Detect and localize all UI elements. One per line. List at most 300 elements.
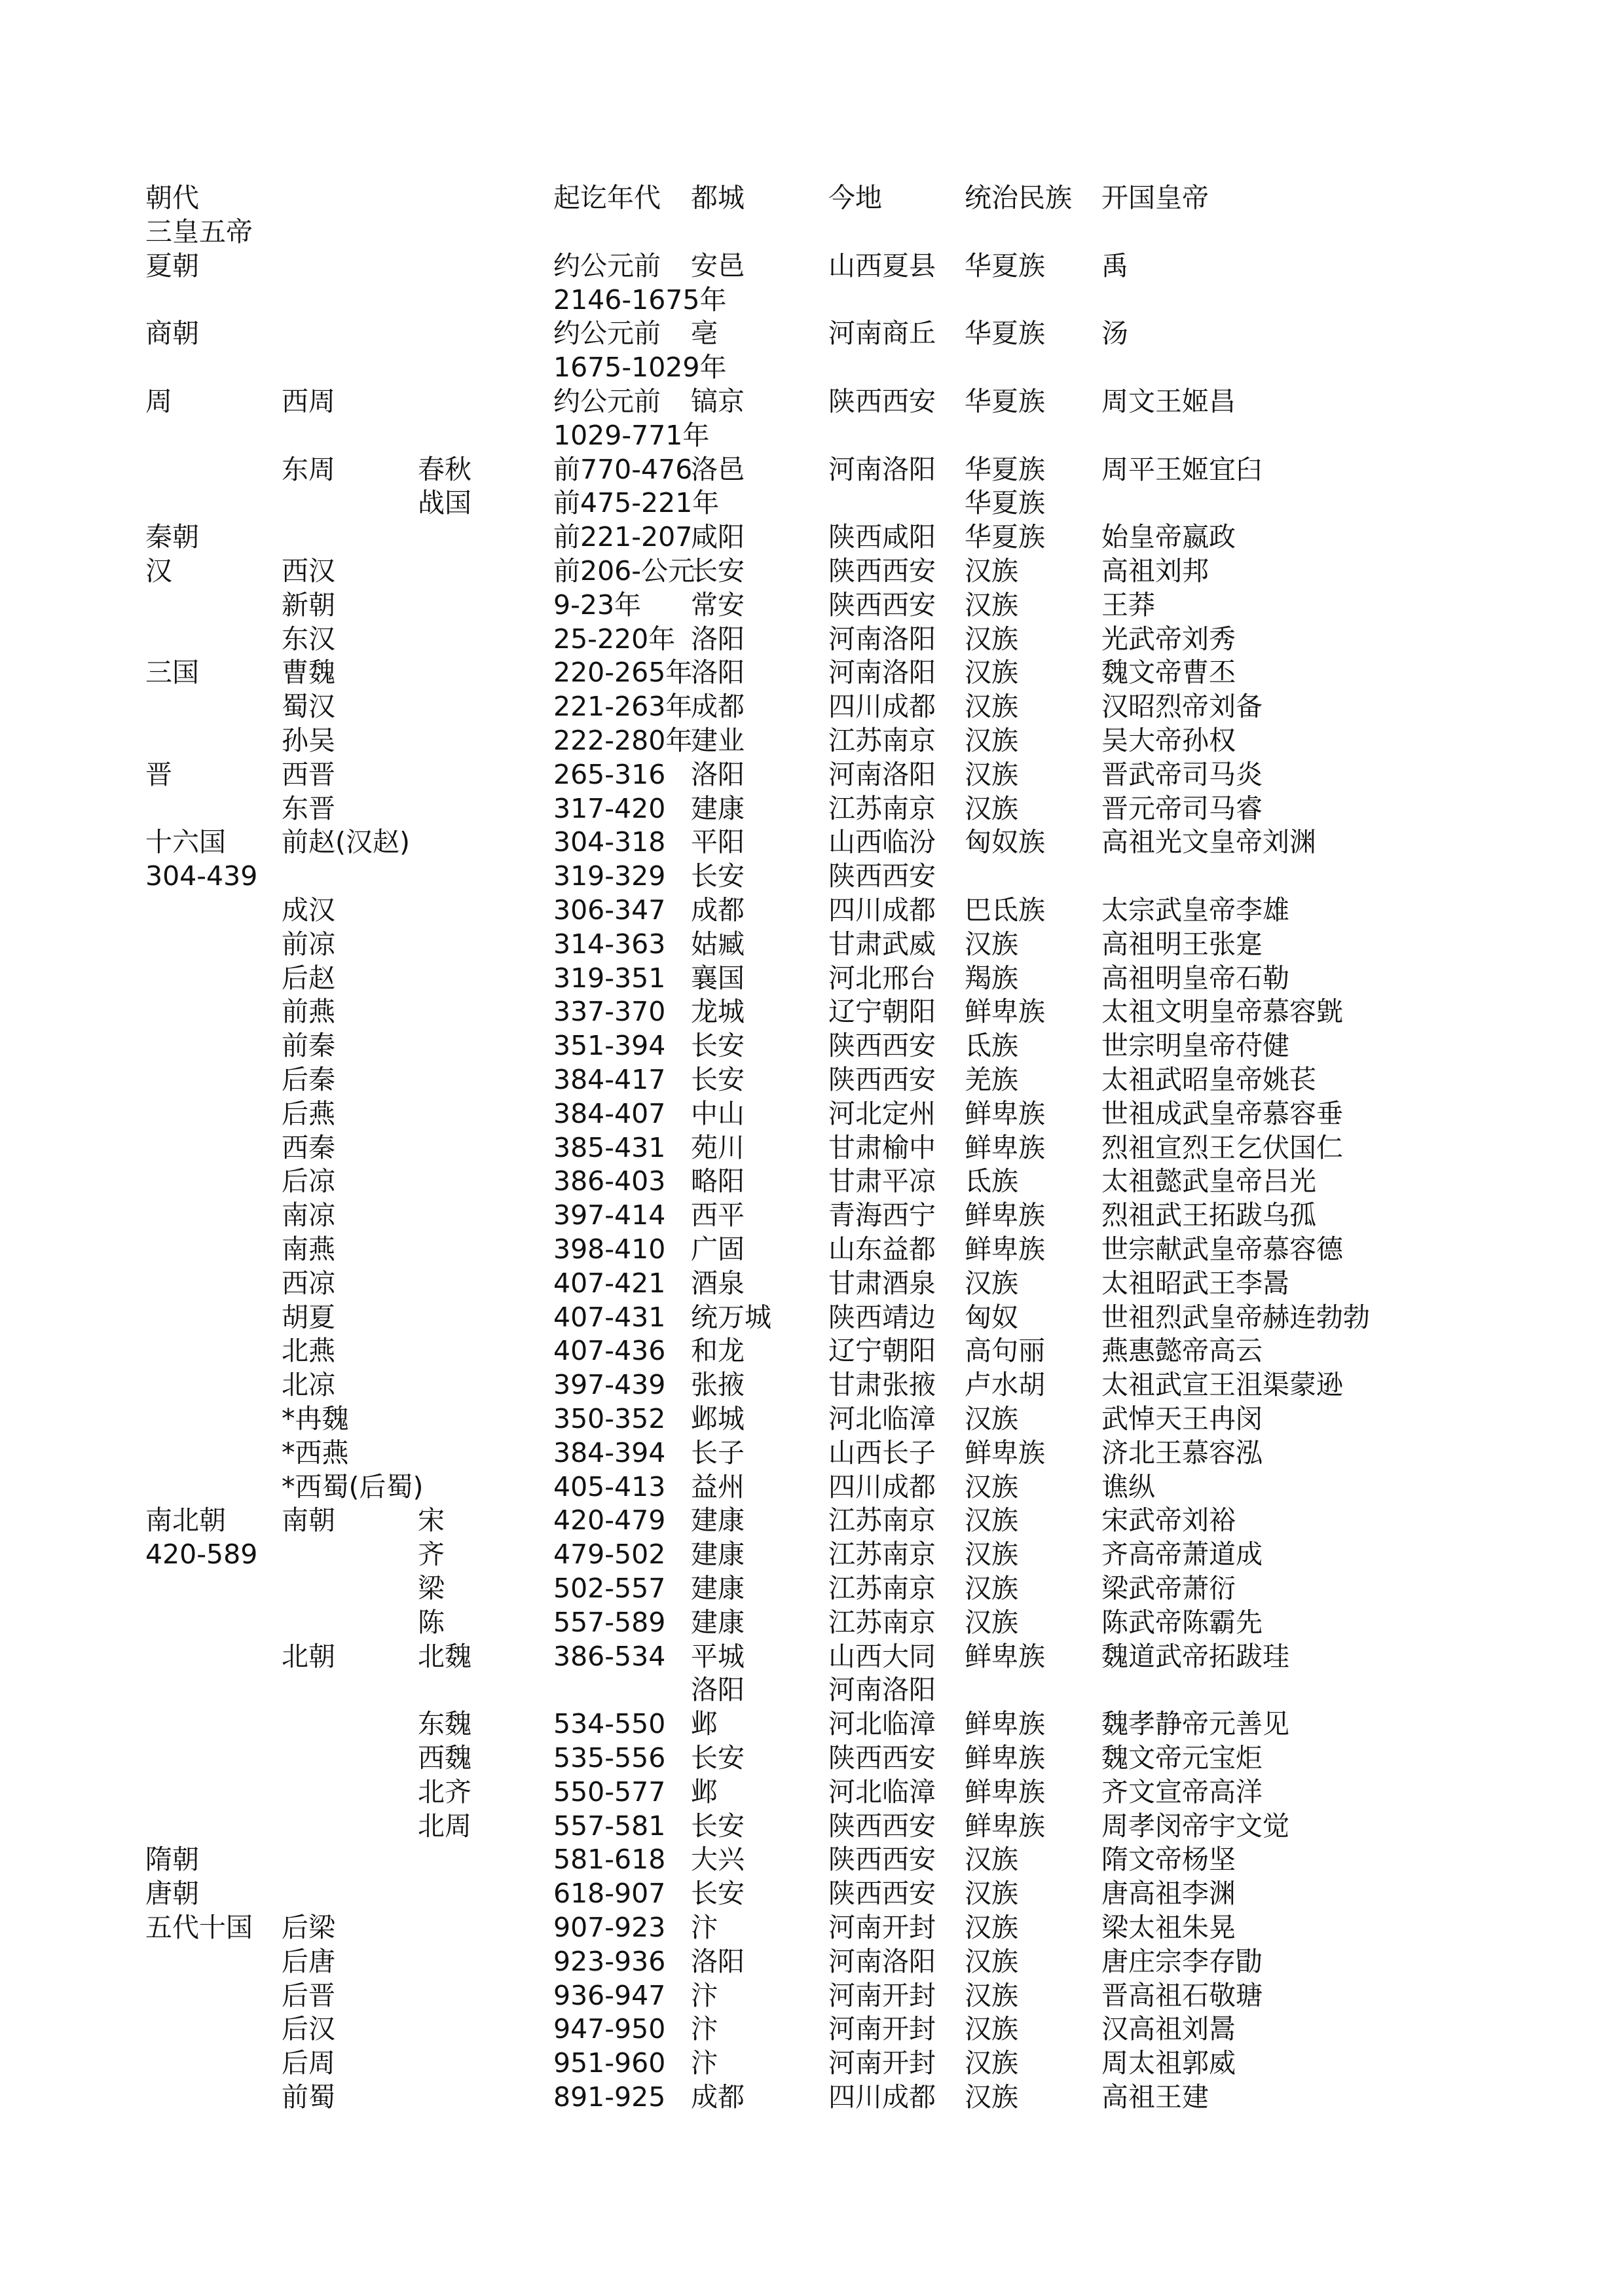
emperor-cell: 济北王慕容泓 [1101,1437,1263,1468]
capital-cell: 安邑 [691,250,745,282]
emperor-cell: 周文王姬昌 [1101,386,1236,417]
present-location-cell: 河南洛阳 [828,759,936,790]
table-row [0,1503,1624,1537]
table-row [0,2012,1624,2046]
emperor-cell: 始皇帝嬴政 [1101,521,1236,553]
dynasty-cell [145,1164,280,1198]
dynasty-cell [145,1673,280,1707]
ethnicity-cell: 鲜卑族 [965,1098,1045,1129]
years-cell: 557-589 [553,1607,666,1638]
emperor-cell [1101,283,1494,317]
years-cell: 25-220年 [553,623,676,655]
emperor-cell: 燕惠懿帝高云 [1101,1335,1263,1366]
sub-state-cell [418,1198,549,1232]
dynasty-cell [145,1436,280,1470]
table-row [0,316,1624,350]
emperor-cell: 烈祖宣烈王乞伏国仁 [1101,1132,1343,1163]
dynasty-cell [145,792,280,826]
present-location-cell: 河南洛阳 [828,1674,936,1705]
sub-state-cell: 梁 [418,1573,445,1604]
sub-state-cell [418,1029,549,1063]
capital-cell: 咸阳 [691,521,745,553]
dynasty-cell: 夏朝 [145,250,199,282]
dynasty-cell [145,1402,280,1436]
ethnicity-cell: 华夏族 [965,454,1045,485]
dynasty-cell [145,1334,280,1368]
sub-state-cell [418,1842,549,1876]
ethnicity-cell: 鲜卑族 [965,1199,1045,1231]
sub-state-cell [418,316,549,350]
years-cell: 386-534 [553,1641,666,1672]
present-location-cell: 江苏南京 [828,1573,936,1604]
ethnicity-cell: 匈奴族 [965,826,1045,858]
present-location-cell: 河南开封 [828,2013,936,2045]
emperor-cell: 谯纵 [1101,1471,1155,1503]
capital-cell: 张掖 [691,1369,745,1400]
sub-period-cell [282,283,416,317]
years-cell: 581-618 [553,1844,666,1875]
sub-state-cell [418,994,549,1029]
dynasty-cell: 五代十国 [145,1912,253,1943]
years-cell: 535-556 [553,1742,666,1774]
present-location-cell: 陕西西安 [828,860,936,892]
capital-cell: 建康 [691,793,745,824]
capital-cell: 洛阳 [691,1674,745,1705]
dynasty-cell [145,994,280,1029]
header-present-location: 今地 [828,182,882,213]
header-sub-period [282,181,416,215]
ethnicity-cell: 高句丽 [965,1335,1045,1366]
years-cell: 951-960 [553,2047,666,2079]
table-row [0,994,1624,1029]
table-row [0,825,1624,859]
capital-cell: 长安 [691,860,745,892]
table-row [0,859,1624,893]
years-cell: 220-265年 [553,657,693,688]
dynasty-cell [145,961,280,995]
ethnicity-cell: 汉族 [965,759,1018,790]
sub-period-cell [282,350,416,384]
dynasty-cell [145,1809,280,1843]
present-location-cell: 青海西宁 [828,1199,936,1231]
table-row [0,1436,1624,1470]
capital-cell: 洛阳 [691,623,745,655]
table-row [0,554,1624,588]
sub-period-cell [282,1741,416,1775]
sub-period-cell [282,249,416,283]
years-cell: 397-439 [553,1369,666,1400]
sub-period-cell: 东周 [282,454,335,485]
sub-state-cell [418,927,549,961]
emperor-cell: 烈祖武王拓跋乌孤 [1101,1199,1316,1231]
sub-period-cell: 南朝 [282,1504,335,1536]
present-location-cell: 甘肃张掖 [828,1369,936,1400]
table-row [0,1571,1624,1605]
present-location-cell: 四川成都 [828,691,936,722]
ethnicity-cell: 汉族 [965,555,1018,587]
sub-period-cell: 西汉 [282,555,335,587]
emperor-cell [1101,859,1494,893]
present-location-cell: 陕西咸阳 [828,521,936,553]
table-row [0,1402,1624,1436]
dynasty-cell [145,1605,280,1639]
emperor-cell: 世宗明皇帝苻健 [1101,1030,1289,1061]
ethnicity-cell: 汉族 [965,928,1018,960]
present-location-cell: 四川成都 [828,894,936,926]
sub-period-cell: 胡夏 [282,1302,335,1333]
capital-cell: 邺 [691,1708,718,1740]
present-location-cell: 河南洛阳 [828,657,936,688]
table-row [0,1673,1624,1707]
emperor-cell: 梁太祖朱晃 [1101,1912,1236,1943]
emperor-cell [1101,1673,1494,1707]
present-location-cell: 辽宁朝阳 [828,1335,936,1366]
present-location-cell: 河北临漳 [828,1708,936,1740]
years-cell: 891-925 [553,2081,666,2113]
capital-cell: 长安 [691,1878,745,1909]
ethnicity-cell: 鲜卑族 [965,996,1045,1027]
sub-period-cell: 南燕 [282,1233,335,1265]
sub-state-cell [418,1334,549,1368]
sub-state-cell [418,1910,549,1944]
sub-state-cell [418,961,549,995]
years-cell: 479-502 [553,1539,666,1570]
capital-cell [691,283,825,317]
capital-cell: 邺城 [691,1403,745,1434]
table-row [0,1809,1624,1843]
dynasty-cell [145,723,280,757]
emperor-cell: 晋高祖石敬瑭 [1101,1980,1263,2011]
emperor-cell: 高祖刘邦 [1101,555,1209,587]
table-row [0,1978,1624,2013]
sub-state-cell [418,792,549,826]
emperor-cell [1101,486,1494,520]
present-location-cell: 山东益都 [828,1233,936,1265]
ethnicity-cell [965,215,1096,249]
capital-cell: 长安 [691,1030,745,1061]
ethnicity-cell: 汉族 [965,1403,1018,1434]
emperor-cell: 吴大帝孙权 [1101,725,1236,756]
capital-cell: 益州 [691,1471,745,1503]
capital-cell: 襄国 [691,962,745,994]
capital-cell: 苑川 [691,1132,745,1163]
sub-period-cell: 新朝 [282,589,335,621]
sub-period-cell [282,1876,416,1910]
years-cell: 936-947 [553,1980,666,2011]
present-location-cell: 陕西西安 [828,1878,936,1909]
sub-state-cell [418,825,549,859]
table-header-row [0,181,1624,215]
capital-cell: 姑臧 [691,928,745,960]
sub-state-cell [418,350,549,384]
table-row [0,1368,1624,1402]
sub-state-cell [418,757,549,792]
ethnicity-cell: 汉族 [965,691,1018,722]
years-cell: 前221-207 [553,521,693,553]
capital-cell: 建业 [691,725,745,756]
years-cell: 221-263年 [553,691,693,722]
table-row [0,1842,1624,1876]
ethnicity-cell: 巴氐族 [965,894,1045,926]
capital-cell: 邺 [691,1776,718,1808]
years-cell: 386-403 [553,1165,666,1197]
years-cell: 约公元前 [553,250,661,282]
sub-period-cell: 孙吴 [282,725,335,756]
capital-cell: 广固 [691,1233,745,1265]
emperor-cell: 禹 [1101,250,1128,282]
capital-cell: 长安 [691,555,745,587]
dynasty-cell: 商朝 [145,318,199,349]
sub-state-cell: 东魏 [418,1708,471,1740]
capital-cell: 成都 [691,894,745,926]
years-cell: 351-394 [553,1030,666,1061]
capital-cell: 和龙 [691,1335,745,1366]
table-row [0,520,1624,554]
years-cell: 405-413 [553,1471,666,1503]
sub-period-cell [282,215,416,249]
ethnicity-cell [965,859,1096,893]
ethnicity-cell: 汉族 [965,1912,1018,1943]
ethnicity-cell: 汉族 [965,1607,1018,1638]
years-cell: 2146-1675年 [553,284,727,316]
sub-state-cell [418,520,549,554]
years-cell: 约公元前 [553,386,661,417]
dynasty-cell [145,2080,280,2114]
years-cell: 317-420 [553,793,666,824]
dynasty-cell: 唐朝 [145,1878,199,1909]
emperor-cell: 汉高祖刘暠 [1101,2013,1236,2045]
header-years: 起讫年代 [553,182,661,213]
present-location-cell: 河北临漳 [828,1776,936,1808]
capital-cell: 常安 [691,589,745,621]
table-row [0,622,1624,656]
sub-period-cell: 前蜀 [282,2081,335,2113]
sub-state-cell: 陈 [418,1607,445,1638]
present-location-cell: 甘肃榆中 [828,1132,936,1163]
capital-cell: 龙城 [691,996,745,1027]
sub-period-cell: 后秦 [282,1064,335,1095]
sub-period-cell: 前赵(汉赵) [282,826,410,858]
emperor-cell: 世宗献武皇帝慕容德 [1101,1233,1343,1265]
ethnicity-cell: 汉族 [965,2013,1018,2045]
table-row [0,1063,1624,1097]
dynasty-cell [145,452,280,486]
sub-period-cell [282,486,416,520]
capital-cell: 长子 [691,1437,745,1468]
ethnicity-cell: 汉族 [965,1539,1018,1570]
dynasty-cell [145,1063,280,1097]
present-location-cell: 河南洛阳 [828,454,936,485]
ethnicity-cell: 华夏族 [965,386,1045,417]
present-location-cell: 河南开封 [828,1980,936,2011]
capital-cell: 平城 [691,1641,745,1672]
table-row [0,1097,1624,1131]
sub-state-cell: 北齐 [418,1776,471,1808]
table-row [0,1164,1624,1198]
sub-state-cell [418,1063,549,1097]
dynasty-cell [145,1639,280,1673]
dynasty-cell [145,893,280,927]
capital-cell: 建康 [691,1607,745,1638]
ethnicity-cell: 羯族 [965,962,1018,994]
emperor-cell: 周太祖郭威 [1101,2047,1236,2079]
sub-period-cell: 北燕 [282,1335,335,1366]
sub-period-cell: 后梁 [282,1912,335,1943]
header-ruling-ethnicity: 统治民族 [965,182,1072,213]
capital-cell: 汴 [691,1980,718,2011]
capital-cell: 平阳 [691,826,745,858]
present-location-cell: 陕西西安 [828,1844,936,1875]
sub-state-cell [418,859,549,893]
table-row [0,655,1624,689]
capital-cell: 长安 [691,1064,745,1095]
table-row [0,1334,1624,1368]
table-row [0,1131,1624,1165]
sub-state-cell [418,689,549,723]
table-row [0,2080,1624,2114]
capital-cell: 洛阳 [691,759,745,790]
sub-state-cell [418,2046,549,2080]
ethnicity-cell: 华夏族 [965,521,1045,553]
sub-period-cell [282,1775,416,1809]
emperor-cell: 高祖王建 [1101,2081,1209,2113]
dynasty-cell [145,1232,280,1266]
sub-period-cell: *冉魏 [282,1403,349,1434]
sub-state-cell: 西魏 [418,1742,471,1774]
years-cell: 314-363 [553,928,666,960]
capital-cell: 西平 [691,1199,745,1231]
sub-state-cell [418,1266,549,1300]
ethnicity-cell: 鲜卑族 [965,1233,1045,1265]
sub-period-cell: *西蜀(后蜀) [282,1471,424,1503]
capital-cell: 酒泉 [691,1267,745,1299]
sub-state-cell [418,1673,549,1707]
sub-period-cell: 南凉 [282,1199,335,1231]
table-row [0,1944,1624,1978]
capital-cell: 汴 [691,1912,718,1943]
present-location-cell: 江苏南京 [828,1539,936,1570]
ethnicity-cell: 汉族 [965,657,1018,688]
years-cell: 384-407 [553,1098,666,1129]
ethnicity-cell: 汉族 [965,725,1018,756]
present-location-cell: 陕西西安 [828,1810,936,1842]
emperor-cell: 魏文帝元宝炬 [1101,1742,1263,1774]
sub-period-cell [282,418,416,452]
emperor-cell: 太祖武宣王沮渠蒙逊 [1101,1369,1343,1400]
capital-cell: 汴 [691,2047,718,2079]
dynasty-cell: 十六国 [145,826,226,858]
present-location-cell: 甘肃平凉 [828,1165,936,1197]
sub-state-cell [418,1944,549,1978]
header-founding-emperor: 开国皇帝 [1101,182,1209,213]
dynasty-cell [145,1775,280,1809]
years-cell: 923-936 [553,1946,666,1977]
sub-period-cell: 前燕 [282,996,335,1027]
capital-cell: 亳 [691,318,718,349]
present-location-cell: 陕西西安 [828,589,936,621]
sub-period-cell [282,1571,416,1605]
years-cell: 384-394 [553,1437,666,1468]
sub-state-cell: 北周 [418,1810,471,1842]
sub-state-cell: 宋 [418,1504,445,1536]
capital-cell: 大兴 [691,1844,745,1875]
ethnicity-cell [965,283,1096,317]
ethnicity-cell: 汉族 [965,589,1018,621]
sub-period-cell: 前凉 [282,928,335,960]
capital-cell [691,215,825,249]
present-location-cell: 河北邢台 [828,962,936,994]
sub-state-cell [418,655,549,689]
sub-state-cell [418,723,549,757]
dynasty-cell [145,1944,280,1978]
present-location-cell [828,215,959,249]
dynasty-cell: 三国 [145,657,199,688]
dynasty-cell [145,1131,280,1165]
present-location-cell: 山西夏县 [828,250,936,282]
emperor-cell: 齐高帝萧道成 [1101,1539,1263,1570]
ethnicity-cell: 鲜卑族 [965,1776,1045,1808]
table-row [0,283,1624,317]
table-row [0,1232,1624,1266]
years-cell: 550-577 [553,1776,666,1808]
present-location-cell: 河南商丘 [828,318,936,349]
table-row [0,1910,1624,1944]
sub-state-cell [418,1978,549,2013]
table-row [0,384,1624,418]
dynasty-cell [145,2046,280,2080]
emperor-cell: 高祖光文皇帝刘渊 [1101,826,1316,858]
emperor-cell: 唐高祖李渊 [1101,1878,1236,1909]
capital-cell: 建康 [691,1539,745,1570]
present-location-cell: 辽宁朝阳 [828,996,936,1027]
emperor-cell: 魏道武帝拓跋珪 [1101,1641,1289,1672]
years-cell: 557-581 [553,1810,666,1842]
dynasty-cell: 周 [145,386,172,417]
capital-cell: 镐京 [691,386,745,417]
capital-cell [691,350,825,384]
present-location-cell: 陕西西安 [828,1030,936,1061]
sub-period-cell [282,316,416,350]
sub-state-cell [418,622,549,656]
table-row [0,1029,1624,1063]
sub-state-cell [418,384,549,418]
years-cell: 222-280年 [553,725,693,756]
emperor-cell: 晋武帝司马炎 [1101,759,1263,790]
sub-state-cell [418,1164,549,1198]
years-cell [553,1673,688,1707]
ethnicity-cell: 鲜卑族 [965,1810,1045,1842]
capital-cell: 建康 [691,1573,745,1604]
present-location-cell [828,486,959,520]
dynasty-cell [145,486,280,520]
years-cell: 304-318 [553,826,666,858]
emperor-cell: 汉昭烈帝刘备 [1101,691,1263,722]
ethnicity-cell: 鲜卑族 [965,1742,1045,1774]
emperor-cell: 魏孝静帝元善见 [1101,1708,1289,1740]
table-row [0,1707,1624,1741]
emperor-cell: 宋武帝刘裕 [1101,1504,1236,1536]
emperor-cell: 王莽 [1101,589,1155,621]
emperor-cell: 光武帝刘秀 [1101,623,1236,655]
capital-cell [691,486,825,520]
ethnicity-cell: 鲜卑族 [965,1132,1045,1163]
ethnicity-cell: 汉族 [965,623,1018,655]
present-location-cell: 陕西西安 [828,1742,936,1774]
present-location-cell: 山西大同 [828,1641,936,1672]
table-row [0,1639,1624,1673]
table-row [0,418,1624,452]
dynasty-cell: 420-589 [145,1539,258,1570]
